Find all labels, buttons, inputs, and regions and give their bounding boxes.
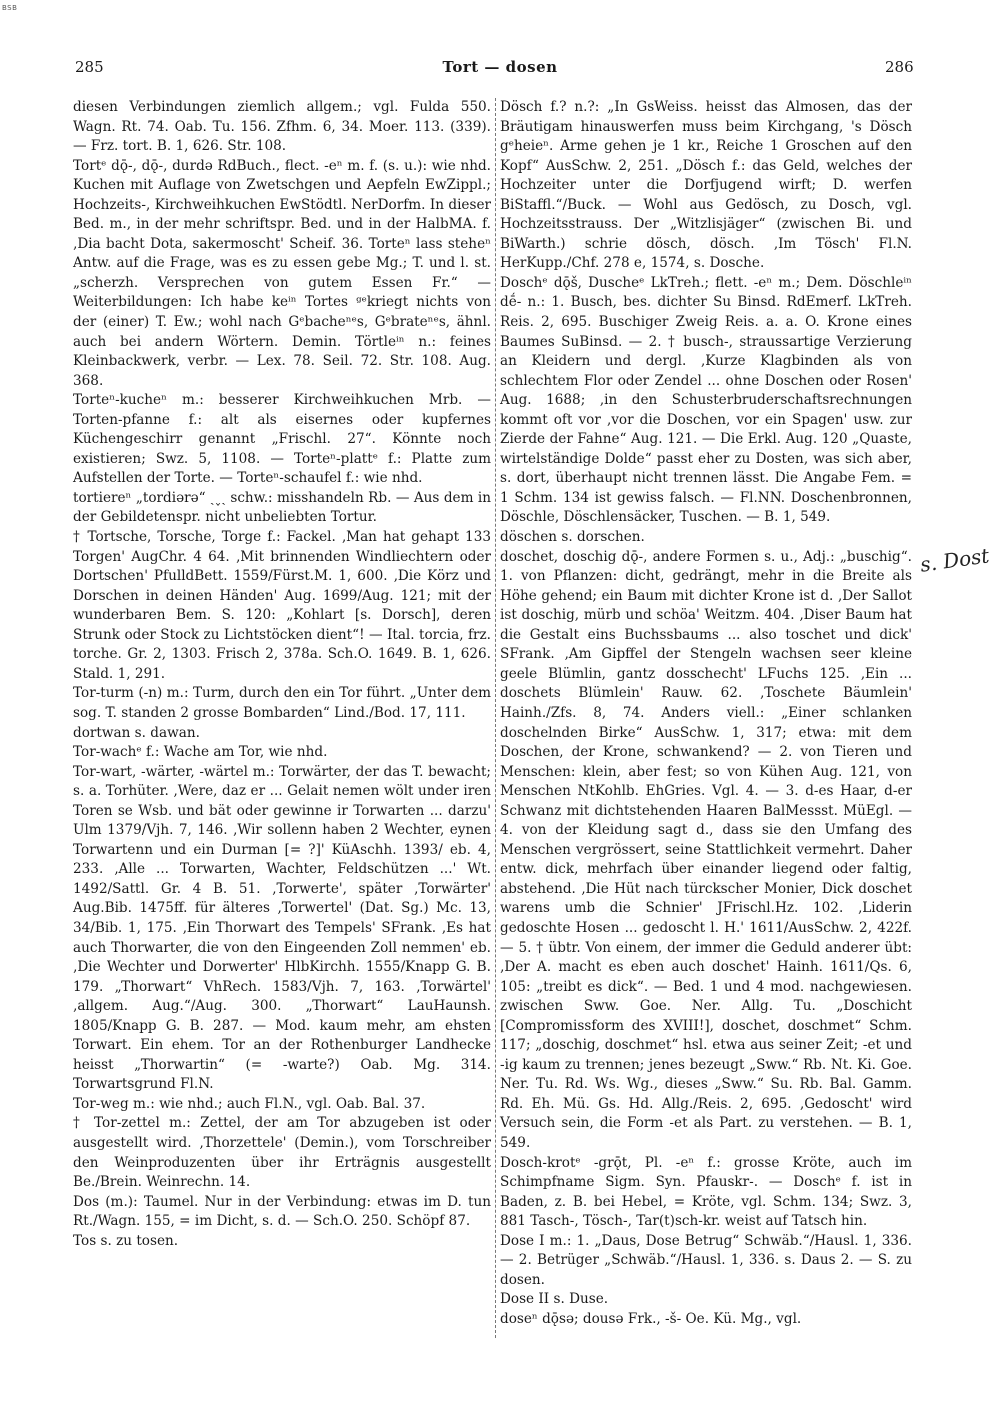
entry-dose-1: Dose I m.: 1. „Daus, Dose Betrug“ Schwäb.“/Hausl. 1, 336. — 2. Betrüger „Schwäb.“/Hausl. 1, 336. s. Daus 2. — S. zu dosen.	[500, 1232, 912, 1288]
entry-dosche: Doschᵉ dǭš, Duscheᵉ LkTreh.; flett. -eⁿ m.; Dem. Döschleⁱⁿ dḗ- n.: 1. Busch, bes. dichter Su Binsd. RdEmerf. LkTreh. Reis. 2, 695. Buschiger Zweig Reis. a. a. O. Krone eines Baumes SuBinsd. — 2. † busch-, straussartige Verzierung an Kleidern und dergl. ‚Kurze Klagbinden als von schlechtem Flor oder Zendel ... ohne Doschen oder Rosen' Aug. 1688; ‚in den Schusterbruderschaftsrechnungen kommt oft vor ‚vor die Doschen, vor ein Spagen' usw. zur Zierde der Fahne“ Aug. 121. — Die Erkl. Aug. 120 „Quaste, wirtelständige Dolde“ passt eher zu Dosten, was sich aber, s. dort, überhaupt nicht trennen lässt. Die Angabe Fem. = 1 Schm. 134 ist gewiss falsch. — Fl.NN. Doschenbronnen, Döschle, Döschlensäcker, Tuschen. — B. 1, 549.	[500, 274, 912, 526]
page-number-right: 286	[885, 58, 914, 76]
entry-torwart: Tor-wart, -wärter, -wärtel m.: Torwärter, der das T. bewacht; s. a. Torhüter. ‚Were, daz er ... Gelait nemen wölt under iren Toren se Wsb. und bät oder gewinne ir Torwarten ... darzu' Ulm 1379/Vjh. 7, 146. ‚Wir sollenn haben 2 Wechter, eynen Torwartenn und ein Durman [= ?]' KüAschh. 1393/ eb. 4, 233. ‚Alle ... Torwarten, Wachter, Feldschützen ...' Wt. 1492/Sattl. Gr. 4 B. 51. ‚Torwerte', später ‚Torwärter' Aug.Bib. 1475ff. für älteres ‚Torwertel' (Dat. Sg.) Mc. 13, 34/Bib. 1, 175. ‚Ein Thorwart des Tempels' SFrank. ‚Es hat auch Thorwarter, die von den Eingeenden Zoll nemmen' eb. ‚Die Wechter und Dorwerter' HlbKirchh. 1555/Knapp G. B. 179. „Thorwart“ VhRech. 1583/Vjh. 7, 163. ‚Torwärtel' ‚allgem. Aug.“/Aug. 300. „Thorwart“ LauHaunsh. 1805/Knapp G. B. 287. — Mod. kaum mehr, am ehsten Torwart. Ein ehem. Tor an der Rothenburger Landhecke heisst „Thorwartin“ (= -warte?) Oab. Mg. 314. Torwartsgrund Fl.N.	[73, 763, 491, 1093]
entry-continuation: diesen Verbindungen ziemlich allgem.; vgl. Fulda 550. Wagn. Rt. 74. Oab. Tu. 156. Zfhm. 6, 34. Moer. 113. (339). — Frz. tort. B. 1, 626. Str. 108.	[73, 99, 491, 155]
entry-torweg: Tor-weg m.: wie nhd.; auch Fl.N., vgl. Oab. Bal. 37.	[73, 1095, 426, 1112]
entry-torturm: Tor-turm (-n) m.: Turm, durch den ein Tor führt. „Unter dem sog. T. standen 2 grosse Bombarden“ Lind./Bod. 17, 111.	[73, 685, 491, 721]
entry-tortsche: † Tortsche, Torsche, Torge f.: Fackel. ‚Man hat gehapt 133 Torgen' AugChr. 4 64. ‚Mit brinnenden Windliechtern oder Dortschen' PfulldBett. 1559/Fürst.M. 1, 600. ‚Die Körz und Dorschen in deinen Händen' Aug. 1699/Aug. 121; mit der wunderbaren Bem. S. 120: „Kohlart [s. Dorsch], deren Strunk oder Stock zu Lichtstöcken dient“! — Ital. torcia, frz. torche. Gr. 2, 1303. Frisch 2, 378a. Sch.O. 1649. B. 1, 626. Stald. 1, 291.	[73, 529, 491, 682]
entry-torzettel: † Tor-zettel m.: Zettel, der am Tor abzugeben ist oder ausgestellt wird. ‚Thorzettele' (Demin.), vom Torschreiber den Weinproduzenten über ihr Erträgnis ausgestellt Be./Brein. Weinrechn. 14.	[73, 1115, 491, 1191]
entry-doschkrote: Dosch-krotᵉ -grǭt, Pl. -eⁿ f.: grosse Kröte, auch im Schimpfname Sigm. Syn. Pfauskr-. — Doschᵉ f. ist in Baden, z. B. bei Hebel, = Kröte, vgl. Schm. 134; Swz. 3, 881 Tasch-, Tösch-, Tar(t)sch-kr. weist auf Tatsch hin.	[500, 1154, 912, 1230]
right-column	[500, 98, 912, 1329]
entry-doeschen: döschen s. dorschen.	[500, 529, 645, 546]
entry-torwache: Tor-wachᵉ f.: Wache am Tor, wie nhd.	[73, 744, 328, 761]
handwritten-margin-note: s. Dost	[918, 543, 991, 577]
running-head: Tort — dosen	[442, 58, 558, 76]
entry-tos: Tos s. zu tosen.	[73, 1232, 179, 1249]
page-number-left: 285	[75, 58, 104, 76]
library-stamp: BSB	[2, 4, 18, 12]
column-divider	[495, 98, 497, 1338]
entry-dos: Dos (m.): Taumel. Nur in der Verbindung: etwas im D. tun Rt./Wagn. 155, = im Dicht, s. d. — Sch.O. 250. Schöpf 87.	[73, 1193, 491, 1230]
entry-doschet: doschet, doschig dǭ-, andere Formen s. u., Adj.: „buschig“. 1. von Pflanzen: dicht, gedrängt, mehr in die Breite als Höhe gehend; ein Baum mit dichter Krone ist d. ‚Der Sallot ist doschig, mürb und schöa' Weitzm. 404. ‚Diser Baum hat die Gestalt eins Buchssbaums ... also toschet und dick' SFrank. ‚Am Gipffel der Stengeln wachsen seer kleine geele Blümlin, gantz dosschecht' LFuchs 125. ‚Ein ... doschets Blümlein' Rauw. 62. ‚Toschete Bäumlein' Hainh./Zfs. 8, 74. Anders viell.: „Einer schlanken doschelnden Birke“ AusSchw. 1, 317; etwa: mit dem Doschen, der Krone, schwankend? — 2. von Tieren und Menschen: klein, aber fest; so von Kühen Aug. 121, von Menschen NtKohlb. EhGries. Vgl. 4. — 3. d-es Haar, d-er Schwanz mit dichtstehenden Haaren BalMessst. MüEgl. — 4. von der Kleidung sagt d., dass sie den Umfang des Menschen vergrössert, seine Stattlichkeit vermehrt. Daher entw. dick, mehrfach über einander liegend oder faltig, abstehend. ‚Die Hüt nach türckscher Monier, Dick doschet warens umb die Schnier' JFrischl.Hz. 102. ‚Liderin gedoschte Hosen ... gedoscht l. H.' 1611/AusSchw. 2, 422f. — 5. † übtr. Von einem, der immer die Geduld anderer übt: ‚Der A. macht es eben auch doschet' Hainh. 1611/Qs. 6, 105: „treibt es dick“. — Bed. 1 und 4 mod. nachgewiesen. zwischen Sww. Goe. Ner. Allg. Tu. „Doschicht [Compromissform des XVIII!], doschet, doschmet“ Schm. 117; „doschig, doschmet“ hsl. etwa aus seiner Zeit; -et und -ig kaum zu trennen; jenes bezeugt „Sww.“ Rb. Nt. Ki. Goe. Ner. Tu. Rd. Ws. Wg., dieses „Sww.“ Su. Rb. Bal. Gamm. Rd. Eh. Mü. Gs. Hd. Allg./Reis. 2, 695. ‚Gedoscht' wird Versuch sein, die Form -et als Part. zu verstehen. — B. 1, 549.	[500, 548, 912, 1151]
entry-doesch: Dösch f.? n.?: „In GsWeiss. heisst das Almosen, das der Bräutigam hinauswerfen muss beim Kirchgang, 's Dösch gᵉheieⁿ. Arme gehen je 1 kr., Reiche 1 Groschen auf den Kopf“ AusSchw. 2, 251. „Dösch f.: das Geld, welches der Hochzeiter unter die Dorfjugend wirft; D. werfen BiStaffl.“/Buck. — Wohl aus Gedösch, zu Dosch, vgl. Hochzeitsstrauss. Der „Witzlisjäger“ (zwischen Bi. und BiWarth.) schrie dösch, dösch. ‚Im Tösch' Fl.N. HerKupp./Chf. 278 e, 1574, s. Dosche.	[500, 99, 912, 272]
entry-tortieren: tortiereⁿ „tordiərə“ ˏ˯ˏ schw.: misshandeln Rb. — Aus dem in der Gebildetenspr. nicht unbeliebten Tortur.	[73, 489, 491, 526]
entry-dosen: doseⁿ dǭsə; dousə Frk., -š- Oe. Kü. Mg., vgl.	[500, 1310, 802, 1327]
entry-dortwan: dortwan s. dawan.	[73, 724, 200, 741]
left-column	[73, 98, 491, 1251]
entry-dose-2: Dose II s. Duse.	[500, 1291, 609, 1308]
entry-tortenkuchen: Torteⁿ-kucheⁿ m.: besserer Kirchweihkuchen Mrb. — Torten-pfanne f.: alt als eisernes oder kupfernes Küchengeschirr genannt „Frischl. 27“. Könnte noch existieren; Swz. 5, 1108. — Torteⁿ-plattᵉ f.: Platte zum Aufstellen der Torte. — Torteⁿ-schaufel f.: wie nhd.	[73, 392, 491, 487]
entry-torte: Tortᵉ dǭ-, dǭ-, durdə RdBuch., flect. -eⁿ m. f. (s. u.): wie nhd. Kuchen mit Auflage von Zwetschgen und Aepfeln EwZippl.; Hochzeits-, Kirchweihkuchen EwStödtl. NerDorfm. In dieser Bed. m., in der mehr schriftspr. Bed. und in der HalbMA. f. ‚Dia bacht Dota, sakermoscht' Scheif. 36. Torteⁿ lass steheⁿ Antw. auf die Frage, was es zu essen gebe Mg.; T. und l. st. „scherzh. Versprechen von gutem Essen Fr.“ — Weiterbildungen: Ich habe keⁱⁿ Tortes ᵍᵉkriegt nichts von der (einer) T. Ew.; wohl nach Gᵉbacheⁿᵉs, Gᵉbrateⁿᵉs, ähnl. auch bei andern Wörtern. Demin. Törtleⁱⁿ n.: feines Kleinbackwerk, verbr. — Lex. 78. Seil. 72. Str. 108. Aug. 368.	[73, 157, 491, 389]
